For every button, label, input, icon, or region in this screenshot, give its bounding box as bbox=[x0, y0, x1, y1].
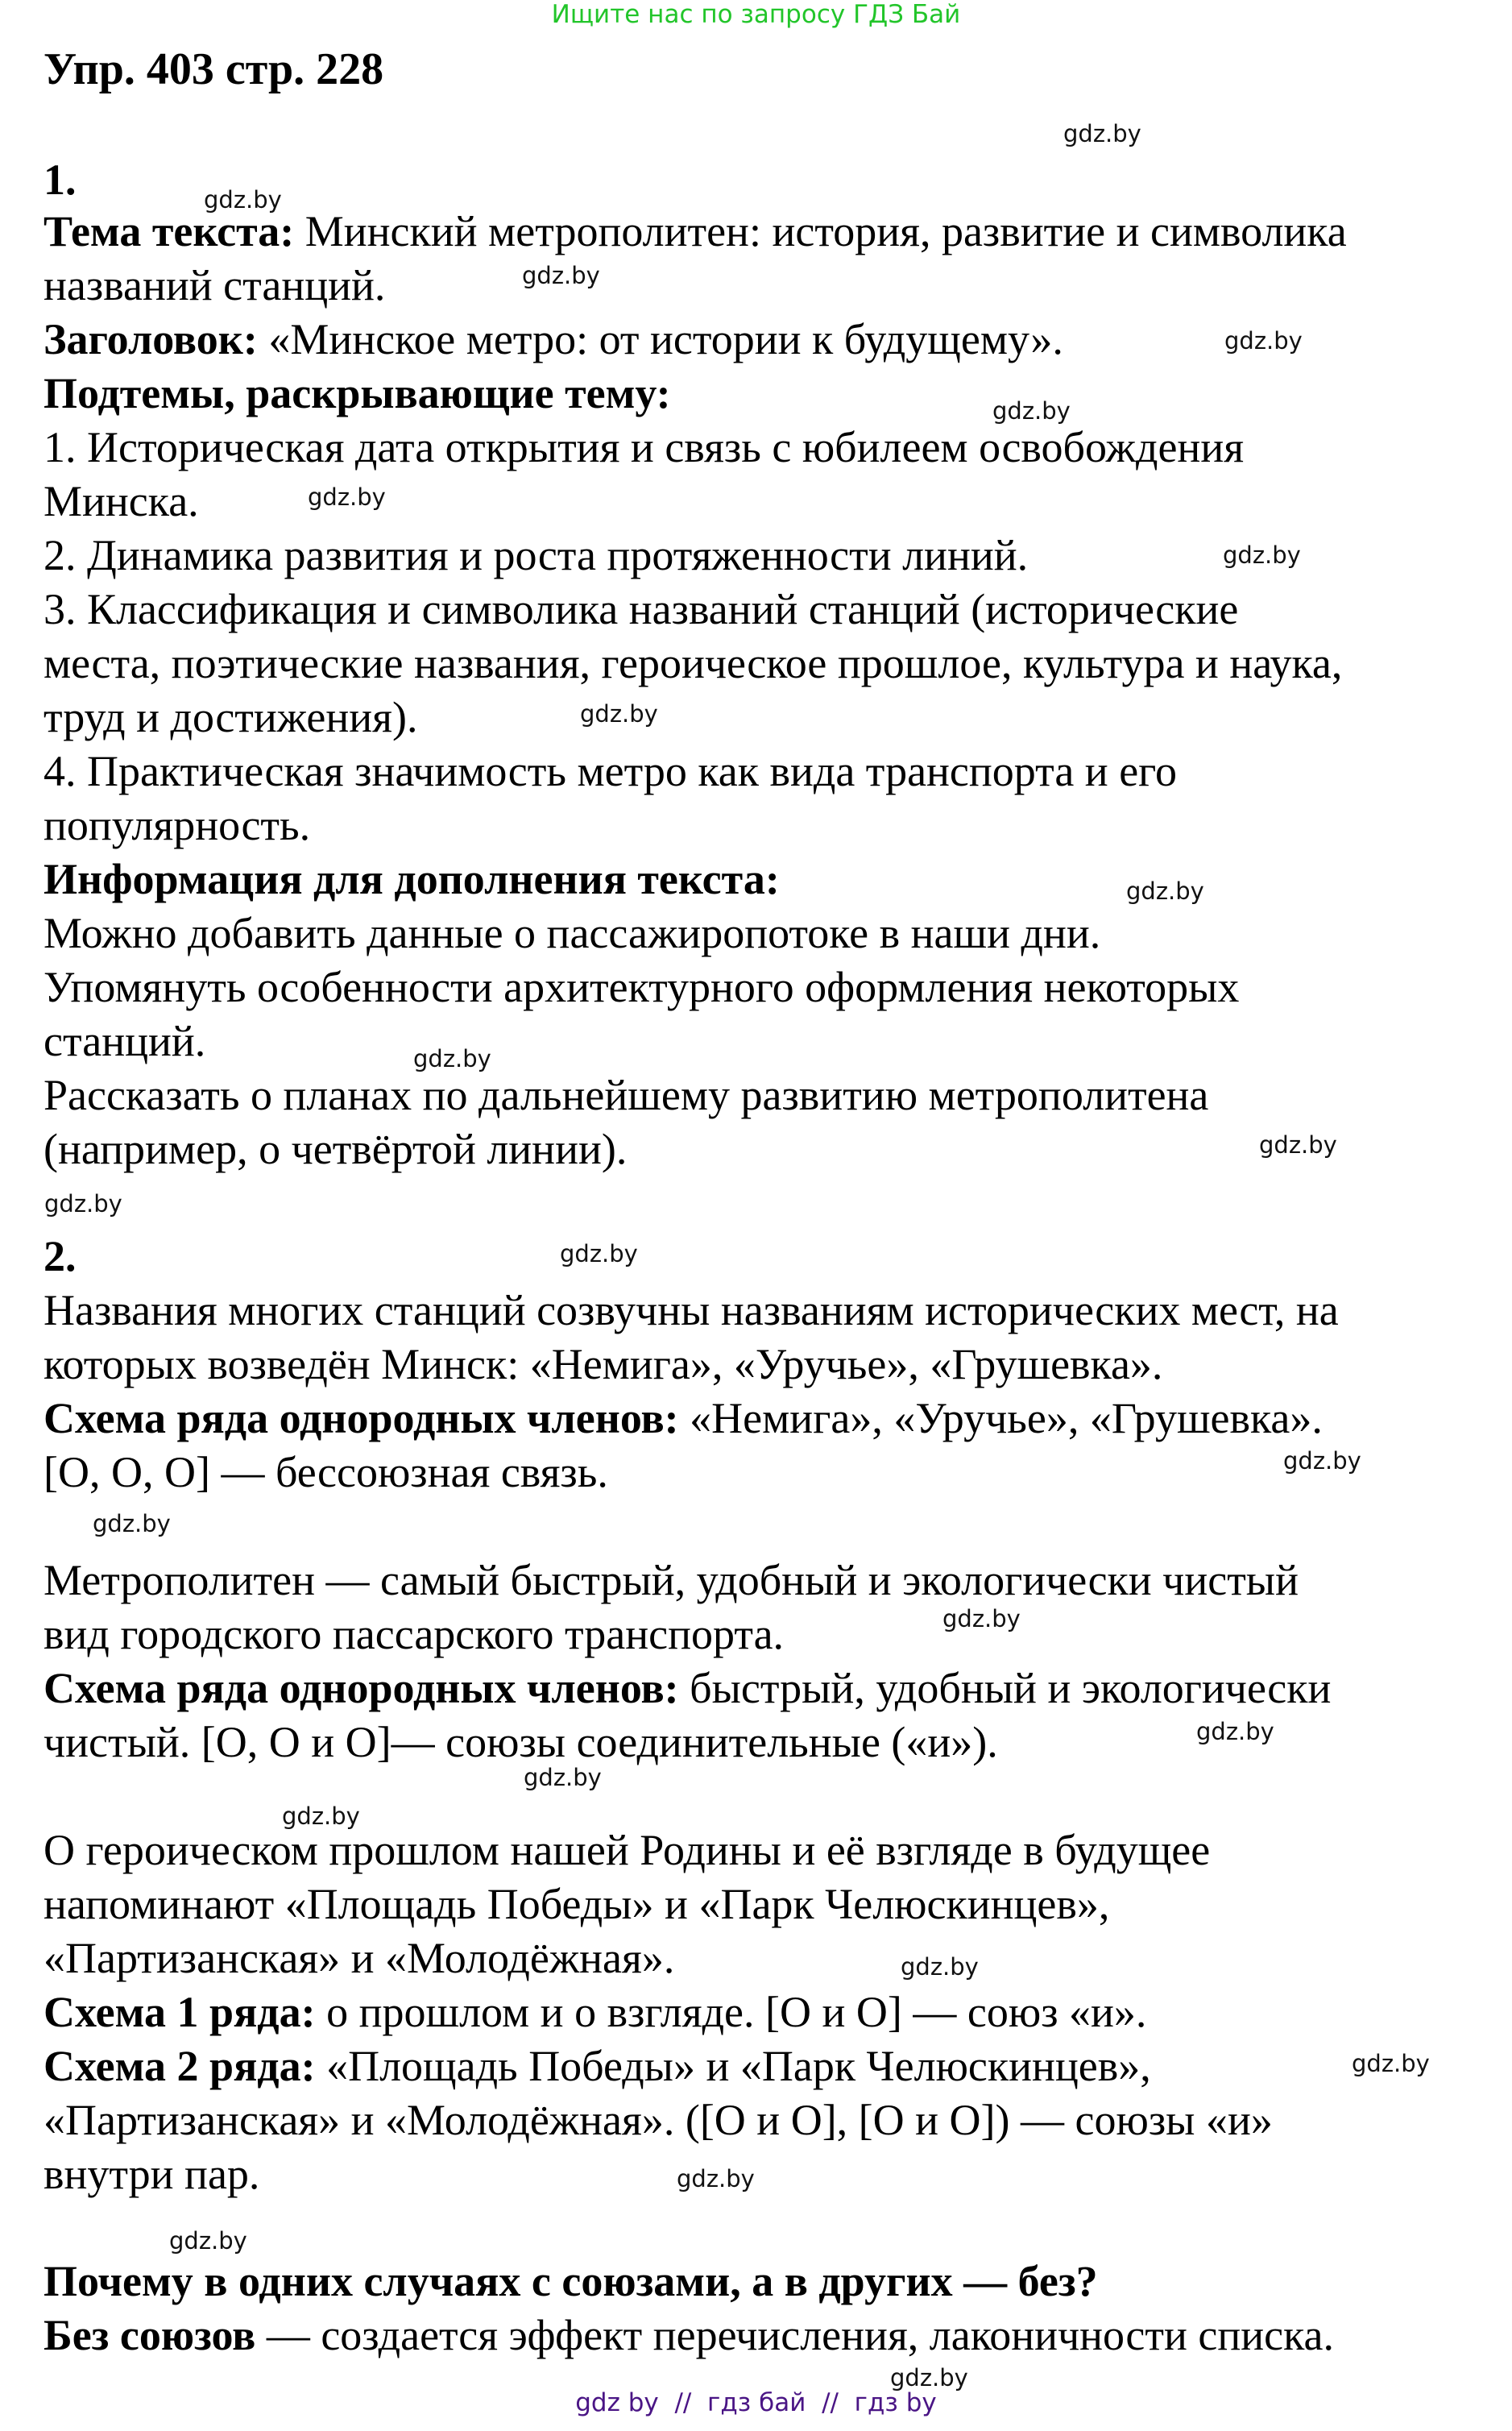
row2-line-3: внутри пар. bbox=[43, 2150, 260, 2198]
watermark: gdz.by bbox=[169, 2227, 247, 2255]
watermark: gdz.by bbox=[942, 1605, 1021, 1632]
section-1-number: 1. bbox=[43, 156, 77, 204]
subtopic-4-line-2: популярность. bbox=[43, 801, 311, 849]
row2-line bbox=[43, 2041, 1151, 2091]
p2-line-2: вид городского пассарского транспорта. bbox=[43, 1610, 785, 1658]
subtopic-1-line-1: 1. Историческая дата открытия и связь с юбилеем освобождения bbox=[43, 423, 1245, 471]
subtopic-2: 2. Динамика развития и роста протяженности линий. bbox=[43, 531, 1029, 579]
theme-line-1 bbox=[43, 206, 1347, 256]
watermark: gdz.by bbox=[522, 262, 600, 289]
answer-text: — создается эффект перечисления, лаконичности списка. bbox=[255, 2311, 1334, 2359]
watermark: gdz.by bbox=[1126, 877, 1204, 905]
watermark: gdz.by bbox=[992, 397, 1071, 425]
section-2-number: 2. bbox=[43, 1232, 77, 1280]
scheme1-formula: [О, О, О] — бессоюзная связь. bbox=[43, 1448, 608, 1496]
watermark: gdz.by bbox=[308, 483, 386, 511]
watermark: gdz.by bbox=[1259, 1131, 1337, 1159]
watermark: gdz.by bbox=[1283, 1447, 1361, 1475]
watermark: gdz.by bbox=[580, 700, 658, 728]
watermark: gdz.by bbox=[677, 2165, 755, 2192]
watermark: gdz.by bbox=[1196, 1718, 1274, 1745]
row1-label: Схема 1 ряда: bbox=[43, 1988, 316, 2036]
watermark: gdz.by bbox=[901, 1953, 979, 1981]
p1-line-2: которых возведён Минск: «Немига», «Уручье», «Грушевка». bbox=[43, 1340, 1163, 1388]
answer-line bbox=[43, 2310, 1334, 2360]
info-2-line-1: Упомянуть особенности архитектурного оформления некоторых bbox=[43, 963, 1240, 1011]
watermark: gdz.by bbox=[1063, 120, 1141, 147]
row2-text: «Площадь Победы» и «Парк Челюскинцев», bbox=[315, 2042, 1151, 2090]
question: Почему в одних случаях с союзами, а в других — без? bbox=[43, 2257, 1098, 2305]
watermark: gdz.by bbox=[890, 2364, 968, 2392]
theme-text: Минский метрополитен: история, развитие и символика bbox=[294, 207, 1347, 255]
info-1: Можно добавить данные о пассажиропотоке в наши дни. bbox=[43, 909, 1101, 957]
row1-text: о прошлом и о взгляде. [О и О] — союз «и». bbox=[315, 1988, 1147, 2036]
info-3-line-1: Рассказать о планах по дальнейшему развитию метрополитена bbox=[43, 1071, 1209, 1119]
row1-line bbox=[43, 1987, 1146, 2037]
watermark: gdz.by bbox=[413, 1045, 491, 1072]
watermark: gdz.by bbox=[524, 1764, 602, 1791]
watermark: gdz.by bbox=[93, 1510, 171, 1537]
heading-text: «Минское метро: от истории к будущему». bbox=[257, 315, 1063, 363]
info-2-line-2: станций. bbox=[43, 1017, 206, 1065]
watermark: gdz.by bbox=[1224, 327, 1303, 355]
subtopic-1-line-2: Минска. bbox=[43, 477, 199, 525]
subtopic-3-line-2: места, поэтические названия, героическое прошлое, культура и наука, bbox=[43, 639, 1343, 687]
heading-line bbox=[43, 314, 1063, 364]
scheme2-label: Схема ряда однородных членов: bbox=[43, 1664, 679, 1712]
subtopic-3-line-3: труд и достижения). bbox=[43, 693, 418, 741]
watermark: gdz.by bbox=[282, 1803, 360, 1830]
scheme2-line-2: чистый. [О, О и О]— союзы соединительные («и»). bbox=[43, 1718, 998, 1766]
info-label: Информация для дополнения текста: bbox=[43, 855, 780, 903]
scheme1-text: «Немига», «Уручье», «Грушевка». bbox=[678, 1394, 1323, 1442]
subtopics-label: Подтемы, раскрывающие тему: bbox=[43, 369, 671, 417]
watermark: gdz.by bbox=[204, 186, 282, 214]
scheme2-line bbox=[43, 1663, 1331, 1713]
watermark: gdz.by bbox=[1223, 541, 1301, 569]
subtopic-3-line-1: 3. Классификация и символика названий станций (исторические bbox=[43, 585, 1239, 633]
scheme2-text: быстрый, удобный и экологически bbox=[678, 1664, 1332, 1712]
heading-label: Заголовок: bbox=[43, 315, 258, 363]
watermark: gdz.by bbox=[44, 1190, 122, 1218]
theme-line-2: названий станций. bbox=[43, 261, 386, 309]
p2-line-1: Метрополитен — самый быстрый, удобный и экологически чистый bbox=[43, 1556, 1299, 1604]
row2-line-2: «Партизанская» и «Молодёжная». ([О и О], [О и О]) — союзы «и» bbox=[43, 2096, 1273, 2144]
scheme1-line bbox=[43, 1393, 1323, 1443]
page-title: Упр. 403 стр. 228 bbox=[43, 44, 384, 94]
p3-line-1: О героическом прошлом нашей Родины и её взгляде в будущее bbox=[43, 1826, 1211, 1874]
p1-line-1: Названия многих станций созвучны названиям исторических мест, на bbox=[43, 1286, 1339, 1334]
answer-label: Без союзов bbox=[43, 2311, 256, 2359]
search-banner: Ищите нас по запросу ГДЗ Бай bbox=[551, 0, 961, 29]
watermark: gdz.by bbox=[560, 1240, 638, 1267]
theme-label: Тема текста: bbox=[43, 207, 295, 255]
scheme1-label: Схема ряда однородных членов: bbox=[43, 1394, 679, 1442]
subtopic-4-line-1: 4. Практическая значимость метро как вида транспорта и его bbox=[43, 747, 1177, 795]
row2-label: Схема 2 ряда: bbox=[43, 2042, 316, 2090]
footer-links: gdz by // гдз бай // гдз by bbox=[575, 2388, 937, 2417]
p3-line-2: напоминают «Площадь Победы» и «Парк Челюскинцев», bbox=[43, 1880, 1110, 1928]
p3-line-3: «Партизанская» и «Молодёжная». bbox=[43, 1934, 675, 1982]
watermark: gdz.by bbox=[1352, 2050, 1430, 2077]
info-3-line-2: (например, о четвёртой линии). bbox=[43, 1125, 628, 1173]
